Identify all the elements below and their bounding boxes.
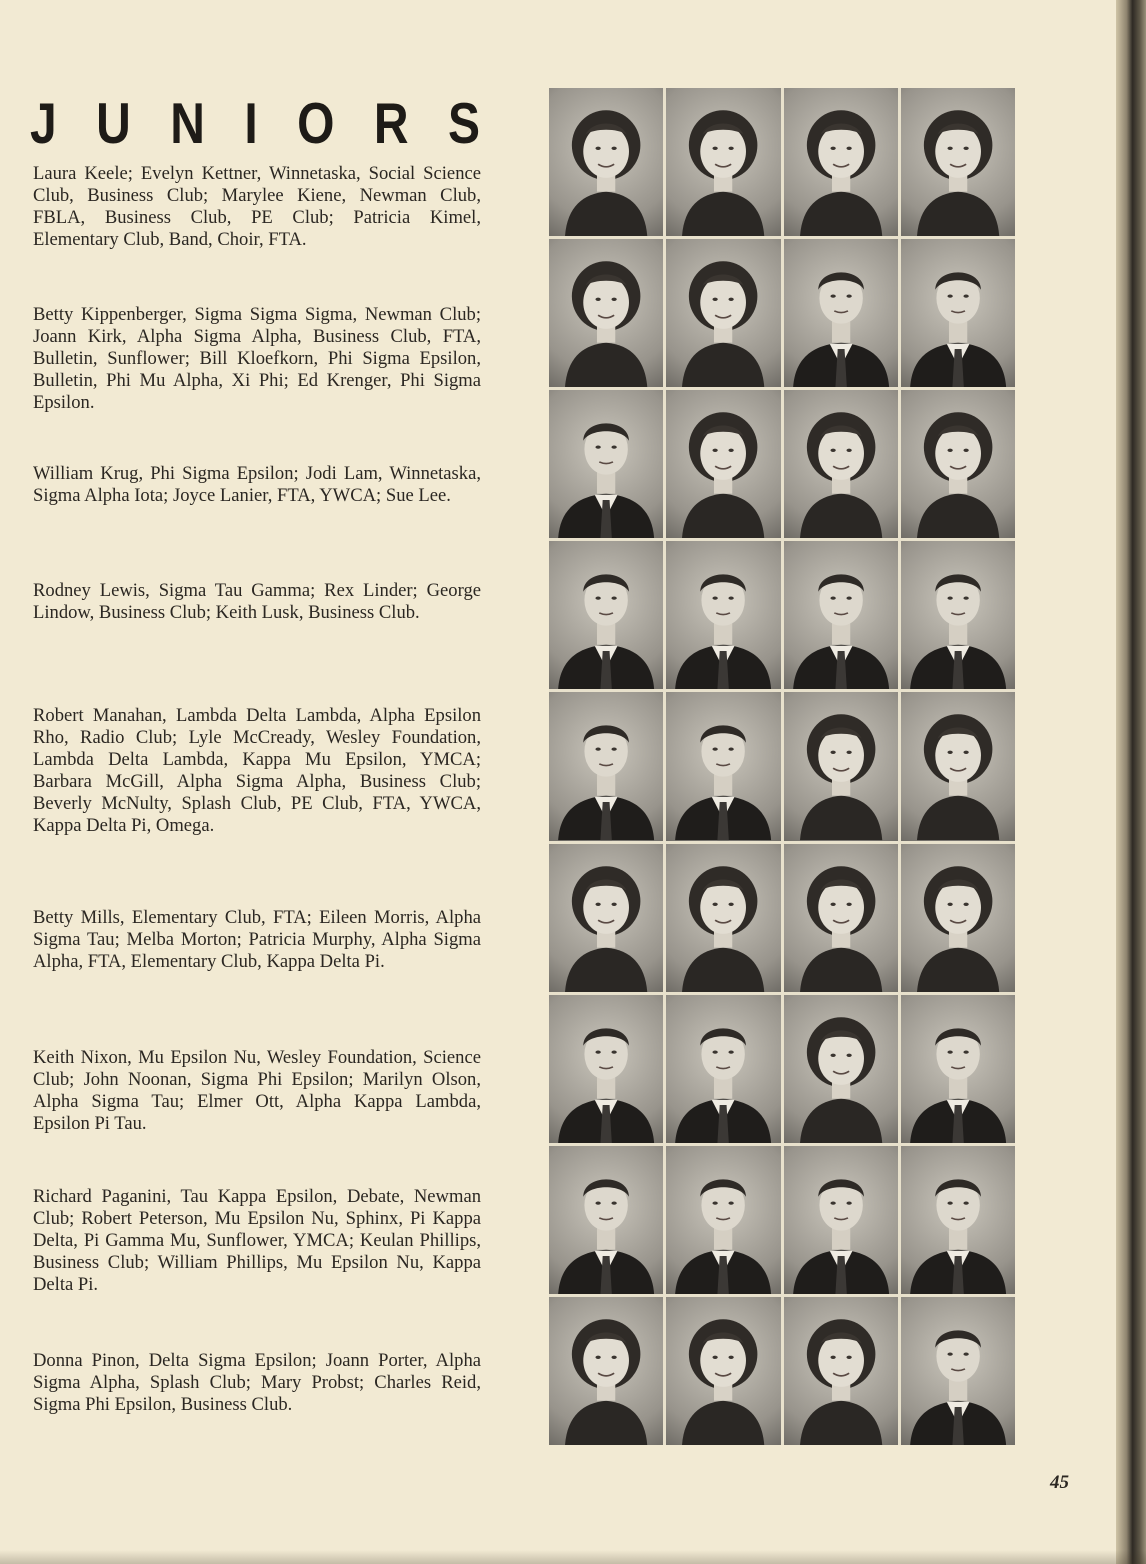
student-portrait-photo [666, 88, 780, 236]
student-portrait-photo [784, 541, 898, 689]
caption-row-1: Laura Keele; Evelyn Kettner, Winnetaska, Social Science Club, Business Club; Marylee Kiene, Newman Club, FBLA, Business Club, PE Club; Patricia Kimel, Elementary Club, Band, Choir, FTA. [33, 163, 481, 250]
student-portrait-photo [901, 844, 1015, 992]
student-portrait-photo [666, 1297, 780, 1445]
student-portrait-photo [784, 1297, 898, 1445]
student-portrait-photo [666, 541, 780, 689]
student-portrait-photo [549, 1146, 663, 1294]
section-title [30, 88, 480, 160]
student-portrait-photo [549, 390, 663, 538]
page-number: 45 [1050, 1472, 1069, 1493]
student-portrait-photo [901, 1146, 1015, 1294]
student-portrait-photo [784, 995, 898, 1143]
student-portrait-photo [784, 844, 898, 992]
student-portrait-photo [901, 995, 1015, 1143]
student-portrait-photo [901, 692, 1015, 840]
caption-row-9: Donna Pinon, Delta Sigma Epsilon; Joann Porter, Alpha Sigma Alpha, Splash Club; Mary Probst; Charles Reid, Sigma Phi Epsilon, Business Club. [33, 1350, 481, 1415]
student-portrait-photo [784, 88, 898, 236]
student-portrait-photo [901, 390, 1015, 538]
student-portrait-photo [549, 239, 663, 387]
caption-row-4: Rodney Lewis, Sigma Tau Gamma; Rex Linder; George Lindow, Business Club; Keith Lusk, Business Club. [33, 580, 481, 623]
student-portrait-photo [901, 239, 1015, 387]
title-letter: R [373, 92, 409, 156]
student-portrait-photo [549, 541, 663, 689]
student-portrait-photo [784, 692, 898, 840]
title-letter: O [297, 92, 335, 156]
title-letter: N [170, 92, 205, 156]
book-binding-edge [1116, 0, 1146, 1564]
student-portrait-photo [549, 995, 663, 1143]
student-portrait-photo [666, 995, 780, 1143]
student-portrait-photo [549, 1297, 663, 1445]
title-letter: I [244, 92, 258, 156]
caption-row-3: William Krug, Phi Sigma Epsilon; Jodi Lam, Winnetaska, Sigma Alpha Iota; Joyce Lanier, FTA, YWCA; Sue Lee. [33, 463, 481, 506]
caption-row-2: Betty Kippenberger, Sigma Sigma Sigma, Newman Club; Joann Kirk, Alpha Sigma Alpha, Business Club, FTA, Bulletin, Sunflower; Bill Kloefkorn, Phi Sigma Epsilon, Bulletin, Phi Mu Alpha, Xi Phi; Ed Krenger, Phi Sigma Epsilon. [33, 304, 481, 413]
caption-row-6: Betty Mills, Elementary Club, FTA; Eileen Morris, Alpha Sigma Tau; Melba Morton; Patricia Murphy, Alpha Sigma Alpha, FTA, Elementary Club, Kappa Delta Pi. [33, 907, 481, 972]
student-portrait-photo [666, 390, 780, 538]
caption-row-8: Richard Paganini, Tau Kappa Epsilon, Debate, Newman Club; Robert Peterson, Mu Epsilon Nu, Sphinx, Pi Kappa Delta, Pi Gamma Mu, Sunflower, YMCA; Keulan Phillips, Business Club; William Phillips, Mu Epsilon Nu, Kappa Delta Pi. [33, 1186, 481, 1295]
title-letter: J [30, 92, 57, 156]
student-portrait-photo [549, 844, 663, 992]
student-portrait-photo [901, 541, 1015, 689]
student-portrait-photo [666, 844, 780, 992]
student-portrait-photo [549, 88, 663, 236]
student-portrait-photo [784, 1146, 898, 1294]
student-portrait-photo [784, 390, 898, 538]
student-portrait-photo [666, 239, 780, 387]
title-letter: U [96, 92, 131, 156]
student-portrait-photo [901, 1297, 1015, 1445]
portrait-grid [549, 88, 1015, 1445]
student-portrait-photo [666, 1146, 780, 1294]
student-portrait-photo [666, 692, 780, 840]
caption-row-7: Keith Nixon, Mu Epsilon Nu, Wesley Foundation, Science Club; John Noonan, Sigma Phi Epsilon; Marilyn Olson, Alpha Sigma Tau; Elmer Ott, Alpha Kappa Lambda, Epsilon Pi Tau. [33, 1047, 481, 1134]
student-portrait-photo [784, 239, 898, 387]
page-bottom-shadow [0, 1550, 1146, 1564]
student-portrait-photo [549, 692, 663, 840]
title-letter: S [447, 92, 480, 156]
student-portrait-photo [901, 88, 1015, 236]
caption-row-5: Robert Manahan, Lambda Delta Lambda, Alpha Epsilon Rho, Radio Club; Lyle McCready, Wesley Foundation, Lambda Delta Lambda, Kappa Mu Epsilon, YMCA; Barbara McGill, Alpha Sigma Alpha, Business Club; Beverly McNulty, Splash Club, PE Club, FTA, YWCA, Kappa Delta Pi, Omega. [33, 705, 481, 836]
